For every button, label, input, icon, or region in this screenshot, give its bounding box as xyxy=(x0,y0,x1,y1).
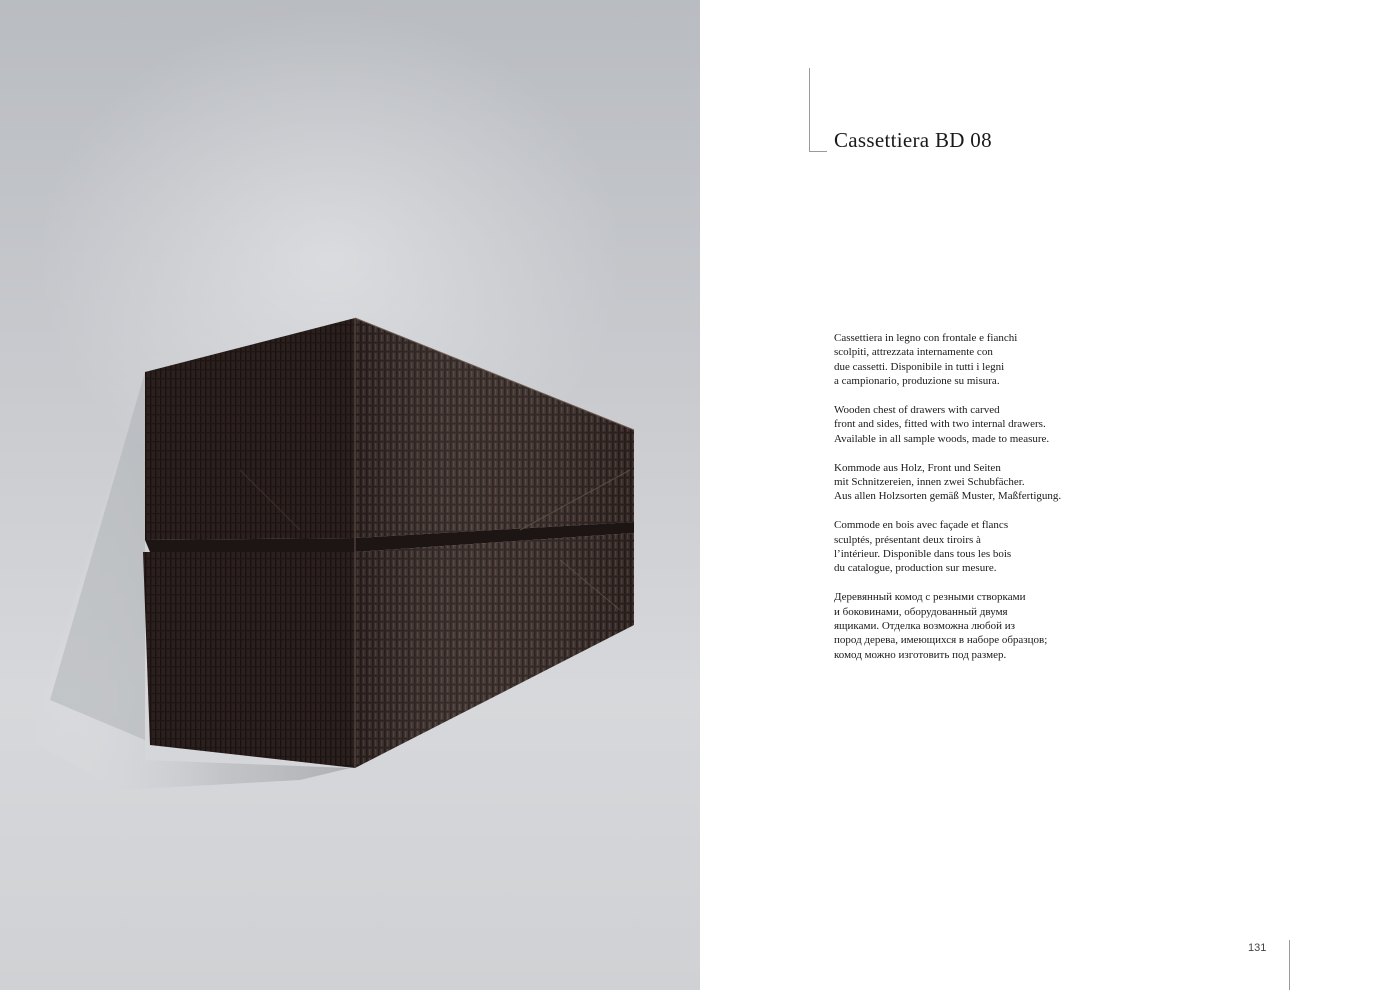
description-line: mit Schnitzereien, innen zwei Schubfächer. xyxy=(834,476,1025,489)
description-german xyxy=(834,461,1134,504)
title-bracket-vertical-rule xyxy=(809,68,810,152)
bottom-drawer-side xyxy=(143,552,355,768)
description-line: sculptés, présentant deux tiroirs à xyxy=(834,533,981,546)
product-title: Cassettiera BD 08 xyxy=(834,128,992,152)
description-line: front and sides, fitted with two internal drawers. xyxy=(834,418,1046,431)
wall-shadow xyxy=(50,372,145,740)
description-line: du catalogue, production sur mesure. xyxy=(834,562,997,575)
title-bracket-horizontal-rule xyxy=(809,151,827,152)
description-line: и боковинами, оборудованный двумя xyxy=(834,605,1008,618)
description-line: a campionario, produzione su misura. xyxy=(834,375,1000,388)
top-drawer-front-shade xyxy=(355,318,634,538)
description-italian xyxy=(834,331,1134,389)
page-number: 131 xyxy=(1248,942,1267,954)
description-line: Wooden chest of drawers with carved xyxy=(834,404,1000,417)
description-line: ящиками. Отделка возможна любой из xyxy=(834,620,1015,633)
description-line: Деревянный комод с резными створками xyxy=(834,591,1026,604)
description-line: пород дерева, имеющихся в наборе образцов; xyxy=(834,634,1048,647)
description-line: Available in all sample woods, made to measure. xyxy=(834,432,1050,445)
description-line: l’intérieur. Disponible dans tous les bois xyxy=(834,548,1012,561)
text-column xyxy=(700,0,1400,990)
page-number-rule xyxy=(1289,940,1290,990)
product-descriptions xyxy=(834,331,1134,677)
description-french xyxy=(834,518,1134,576)
description-line: комод можно изготовить под размер. xyxy=(834,648,1007,661)
description-line: scolpiti, attrezzata internamente con xyxy=(834,346,993,359)
description-line: Aus allen Holzsorten gemäß Muster, Maßfertigung. xyxy=(834,490,1062,503)
bottom-drawer-front-shade xyxy=(355,533,634,768)
top-drawer-side xyxy=(145,318,355,540)
description-line: Kommode aus Holz, Front und Seiten xyxy=(834,461,1001,474)
description-line: due cassetti. Disponibile in tutti i legni xyxy=(834,360,1005,373)
description-russian xyxy=(834,590,1134,662)
description-line: Cassettiera in legno con frontale e fianchi xyxy=(834,332,1018,344)
description-english xyxy=(834,403,1134,446)
description-line: Commode en bois avec façade et flancs xyxy=(834,519,1009,532)
